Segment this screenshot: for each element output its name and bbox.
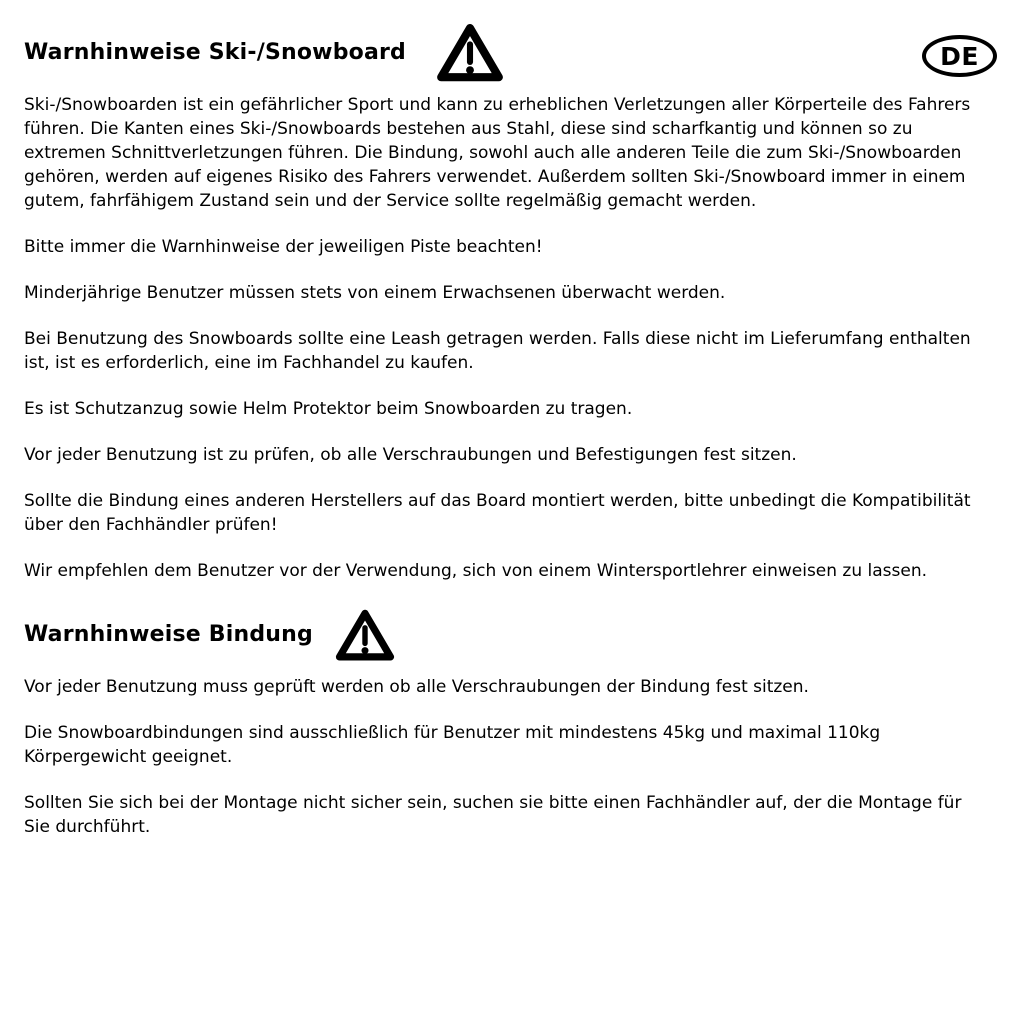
warning-paragraph: Sollten Sie sich bei der Montage nicht sicher sein, suchen sie bitte einen Fachhändler auf, der die Montage für Sie durchführt. <box>24 793 962 837</box>
warning-paragraph: Bei Benutzung des Snowboards sollte eine Leash getragen werden. Falls diese nicht im Lieferumfang enthalten ist, ist es erforderlich, eine im Fachhandel zu kaufen. <box>24 329 971 373</box>
section-title-bindung: Warnhinweise Bindung <box>24 622 313 647</box>
section-body-bindung <box>24 675 997 839</box>
warning-triangle-icon <box>436 22 504 83</box>
section-header-ski-snowboard <box>24 22 997 83</box>
warning-paragraph: Wir empfehlen dem Benutzer vor der Verwendung, sich von einem Wintersportlehrer einweisen zu lassen. <box>24 561 928 581</box>
warning-paragraph: Ski-/Snowboarden ist ein gefährlicher Sport und kann zu erheblichen Verletzungen aller Körperteile des Fahrers führen. Die Kanten eines Ski-/Snowboards bestehen aus Stahl, diese sind scharfkantig und können so zu extremen Schnittverletzungen führen. Die Bindung, sowohl auch alle anderen Teile die zum Ski-/Snowboarden gehören, werden auf eigenes Risiko des Fahrers verwendet. Außerdem sollten Ski-/Snowboard immer in einem gutem, fahrfähigem Zustand sein und der Service sollte regelmäßig gemacht werden. <box>24 95 971 211</box>
warning-paragraph: Bitte immer die Warnhinweise der jeweiligen Piste beachten! <box>24 237 543 257</box>
section-header-bindung <box>24 605 997 665</box>
warning-paragraph: Sollte die Bindung eines anderen Herstellers auf das Board montiert werden, bitte unbedingt die Kompatibilität über den Fachhändler prüfen! <box>24 491 971 535</box>
warning-paragraph: Die Snowboardbindungen sind ausschließlich für Benutzer mit mindestens 45kg und maximal 110kg Körpergewicht geeignet. <box>24 723 881 767</box>
section-body-ski-snowboard <box>24 93 997 583</box>
section-title-ski-snowboard: Warnhinweise Ski-/Snowboard <box>24 39 406 65</box>
warning-paragraph: Es ist Schutzanzug sowie Helm Protektor beim Snowboarden zu tragen. <box>24 399 633 419</box>
warning-paragraph: Vor jeder Benutzung ist zu prüfen, ob alle Verschraubungen und Befestigungen fest sitzen. <box>24 445 797 465</box>
warning-paragraph: Vor jeder Benutzung muss geprüft werden ob alle Verschraubungen der Bindung fest sitzen. <box>24 677 809 697</box>
warning-paragraph: Minderjährige Benutzer müssen stets von einem Erwachsenen überwacht werden. <box>24 283 726 303</box>
language-badge: DE <box>922 35 997 77</box>
warning-triangle-icon <box>335 605 395 665</box>
